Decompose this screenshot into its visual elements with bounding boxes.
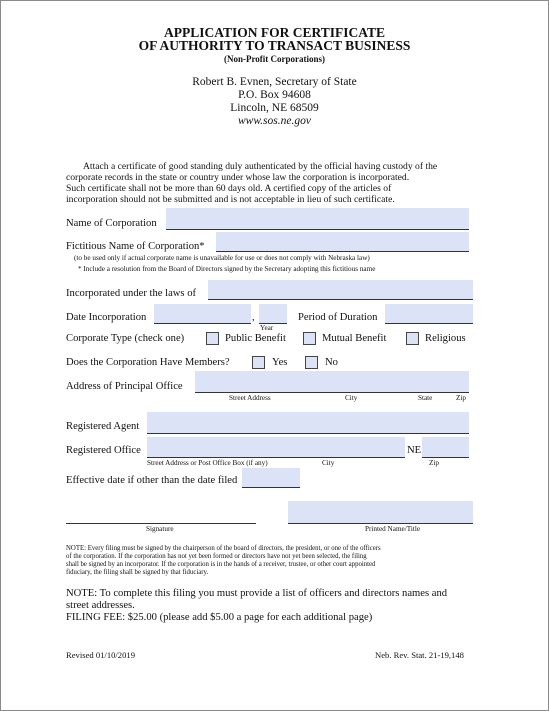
signature-caption: Signature: [146, 525, 174, 533]
office-zip-underline: [422, 457, 469, 458]
signing-note-line-1: NOTE: Every filing must be signed by the chairperson of the board of directors, the president, or one of the officers: [66, 545, 381, 552]
secretary-name: Robert B. Evnen, Secretary of State: [192, 76, 357, 88]
mutual-benefit-checkbox[interactable]: [303, 332, 316, 345]
signature-line: [66, 523, 256, 524]
office-underline: [147, 457, 405, 458]
registered-office-field[interactable]: [147, 437, 405, 457]
members-yes-label: Yes: [272, 357, 288, 368]
signing-note-line-4: fiduciary, the filing shall be signed by that fiduciary.: [66, 569, 209, 576]
office-city-caption: City: [322, 459, 335, 467]
office-zip-field[interactable]: [422, 437, 469, 457]
incorporated-under-label: Incorporated under the laws of: [66, 288, 197, 299]
date-incorporation-label: Date Incorporation: [66, 312, 147, 323]
office-street-caption: Street Address or Post Office Box (if any): [147, 459, 268, 467]
form-subtitle: (Non-Profit Corporations): [223, 54, 326, 64]
principal-state-caption: State: [418, 394, 433, 402]
officers-note-line-2: street addresses.: [66, 600, 135, 611]
effective-date-label: Effective date if other than the date filed: [66, 475, 238, 486]
printed-name-underline: [288, 523, 473, 524]
officers-note-line-1: NOTE: To complete this filing you must provide a list of officers and directors names and: [66, 588, 448, 599]
intro-line-3: Such certificate shall not be more than 60 days old. A certified copy of the articles of: [66, 183, 392, 194]
fictitious-name-label: Fictitious Name of Corporation*: [66, 241, 205, 252]
public-benefit-checkbox[interactable]: [206, 332, 219, 345]
office-state-ne: NE: [407, 445, 422, 456]
registered-agent-field[interactable]: [147, 412, 469, 433]
religious-checkbox[interactable]: [406, 332, 419, 345]
fictitious-note-1: (to be used only if actual corporate name is unavailable for use or does not comply with Nebraska law): [74, 254, 370, 262]
members-no-label: No: [325, 357, 338, 368]
intro-line-4: incorporation should not be submitted and is not acceptable in lieu of such certificate.: [66, 194, 395, 205]
principal-zip-caption: Zip: [456, 394, 466, 402]
website-link[interactable]: www.sos.ne.gov: [238, 115, 311, 127]
effective-underline: [242, 487, 300, 488]
members-no-checkbox[interactable]: [305, 356, 318, 369]
effective-date-field[interactable]: [242, 468, 300, 488]
signing-note-line-2: of the corporation. If the corporation has not yet been formed or directors have not yet been selected, the filing: [66, 553, 367, 560]
name-of-corporation-label: Name of Corporation: [66, 218, 157, 229]
signing-note-line-3: shall be signed by an incorporator. If the corporation is in the hands of a receiver, trustee, or other court appointed: [66, 561, 376, 568]
printed-name-field[interactable]: [288, 501, 473, 523]
principal-office-field[interactable]: [195, 371, 469, 392]
principal-city-caption: City: [345, 394, 358, 402]
registered-office-label: Registered Office: [66, 445, 141, 456]
statute-reference: Neb. Rev. Stat. 21-19,148: [375, 650, 464, 660]
mutual-benefit-label: Mutual Benefit: [322, 333, 387, 344]
form-title-line2: OF AUTHORITY TO TRANSACT BUSINESS: [138, 38, 411, 53]
printed-name-caption: Printed Name/Title: [365, 525, 421, 533]
filing-fee: FILING FEE: $25.00 (please add $5.00 a page for each additional page): [66, 612, 373, 623]
name-underline: [166, 229, 469, 230]
fictitious-underline: [216, 251, 469, 252]
corporate-type-label: Corporate Type (check one): [66, 333, 185, 344]
date-incorporation-field[interactable]: [154, 304, 251, 324]
year-field[interactable]: [259, 304, 287, 324]
principal-street-caption: Street Address: [229, 394, 271, 402]
principal-office-label: Address of Principal Office: [66, 381, 183, 392]
period-of-duration-field[interactable]: [385, 304, 473, 324]
name-of-corporation-field[interactable]: [166, 208, 469, 230]
agent-underline: [147, 433, 469, 434]
po-box: P.O. Box 94608: [238, 89, 311, 101]
intro-line-1: Attach a certificate of good standing duly authenticated by the official having custody of the: [83, 161, 438, 172]
religious-label: Religious: [425, 333, 466, 344]
city-state-zip: Lincoln, NE 68509: [230, 102, 319, 114]
registered-agent-label: Registered Agent: [66, 421, 140, 432]
public-benefit-label: Public Benefit: [225, 333, 286, 344]
period-of-duration-label: Period of Duration: [298, 312, 378, 323]
date-comma: ,: [252, 312, 255, 323]
revised-date: Revised 01/10/2019: [66, 650, 135, 660]
duration-underline: [385, 323, 473, 324]
year-label: Year: [260, 324, 274, 332]
fictitious-name-field[interactable]: [216, 232, 469, 252]
office-zip-caption: Zip: [429, 459, 439, 467]
members-yes-checkbox[interactable]: [252, 356, 265, 369]
fictitious-note-2: * Include a resolution from the Board of Directors signed by the Secretary adopting this fictitious name: [78, 265, 376, 273]
incorporated-underline: [208, 299, 473, 300]
date-underline: [154, 323, 251, 324]
intro-line-2: corporate records in the state or country under whose law the corporation is incorporated.: [66, 172, 410, 183]
incorporated-under-field[interactable]: [208, 280, 473, 300]
members-question-label: Does the Corporation Have Members?: [66, 357, 230, 368]
form-title-line1: APPLICATION FOR CERTIFICATE: [163, 25, 386, 40]
principal-underline: [195, 392, 469, 393]
